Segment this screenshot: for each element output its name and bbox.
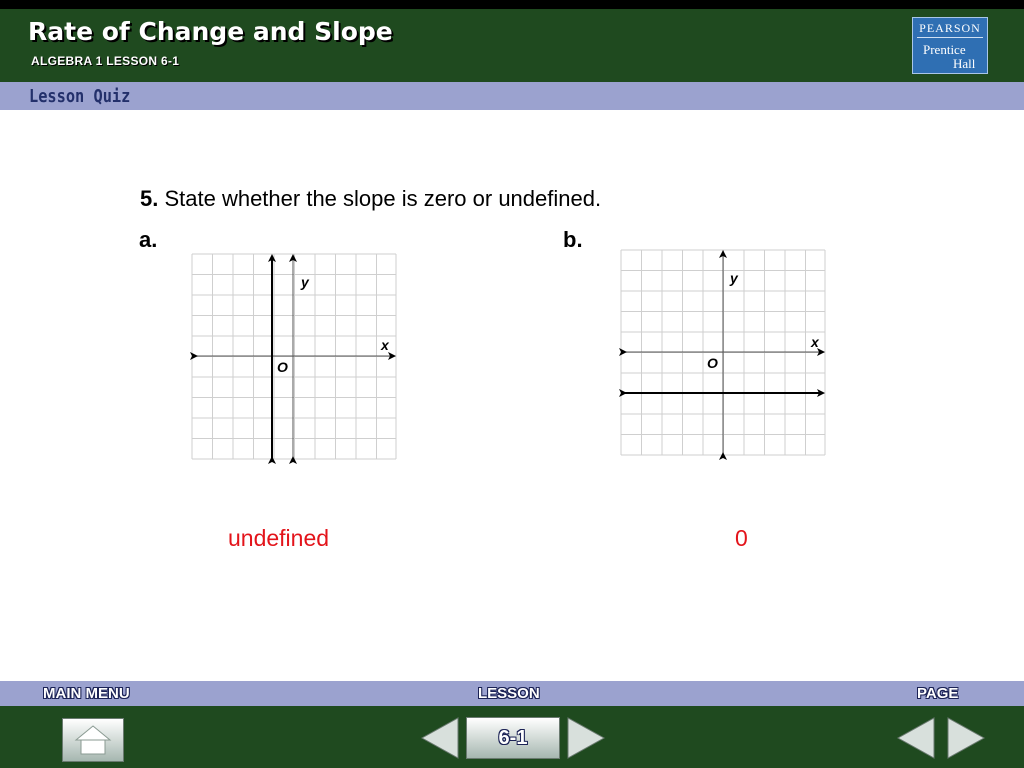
footer-label-bar [0, 681, 1024, 706]
page-title: Rate of Change and Slope [28, 17, 393, 46]
main-menu-button[interactable] [62, 718, 124, 762]
prev-page-arrow-icon[interactable] [896, 716, 936, 760]
top-border [0, 0, 1024, 9]
logo-line-1: PEARSON [919, 21, 981, 35]
answer-b: 0 [735, 525, 748, 551]
graph-a-origin-label: O [277, 359, 288, 375]
graph-b [617, 246, 829, 460]
graph-a-x-label: x [381, 337, 389, 353]
answer-a: undefined [228, 525, 330, 551]
lesson-number-button[interactable]: 6-1 [466, 717, 560, 759]
prev-lesson-arrow-icon[interactable] [420, 716, 460, 760]
pearson-logo [912, 17, 988, 74]
section-bar [0, 82, 1024, 110]
lesson-subtitle: ALGEBRA 1 LESSON 6-1 [31, 54, 180, 68]
section-label: Lesson Quiz [29, 86, 131, 107]
graph-b-y-label: y [730, 270, 738, 286]
logo-line-2: Prentice [923, 42, 966, 57]
question-number: 5. [140, 186, 159, 211]
part-b-label: b. [563, 227, 583, 252]
graph-a [188, 250, 400, 464]
main-menu-label: MAIN MENU [43, 685, 130, 702]
lesson-label: LESSON [478, 685, 540, 702]
question-text [140, 186, 601, 212]
graph-b-x-label: x [811, 334, 819, 350]
header-bar [0, 9, 1024, 82]
question-prompt: State whether the slope is zero or undefined. [158, 186, 602, 211]
next-page-arrow-icon[interactable] [946, 716, 986, 760]
footer-nav-bar [0, 706, 1024, 768]
logo-line-3: Hall [953, 56, 976, 71]
graph-a-y-label: y [301, 274, 309, 290]
logo-divider [917, 37, 983, 38]
page-label: PAGE [917, 685, 959, 702]
home-icon [63, 719, 123, 761]
part-a-label: a. [139, 227, 158, 252]
next-lesson-arrow-icon[interactable] [566, 716, 606, 760]
graph-b-origin-label: O [707, 355, 718, 371]
